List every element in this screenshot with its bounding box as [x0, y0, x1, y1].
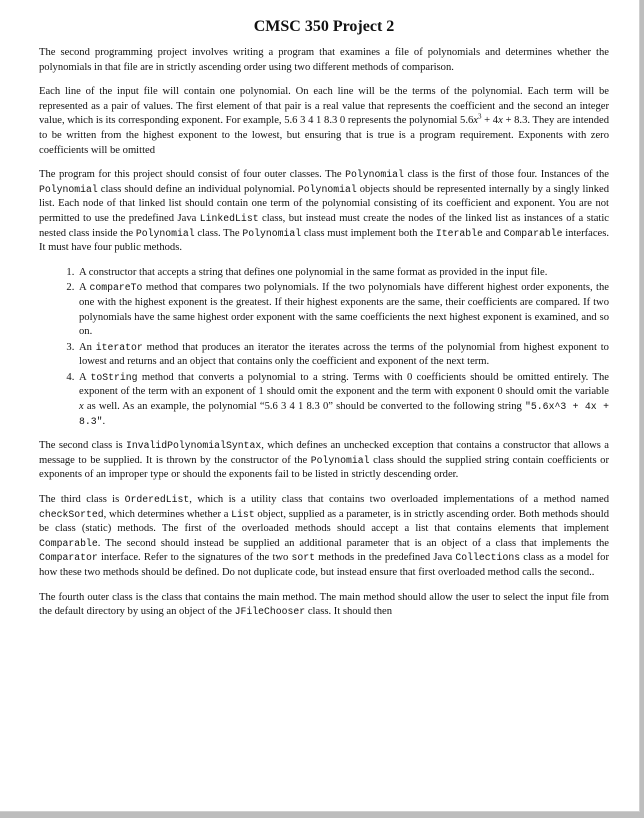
document-title: CMSC 350 Project 2 — [253, 18, 395, 35]
page-shadow-right — [640, 0, 644, 818]
paragraph-polynomial-class: The program for this project should consist of four outer classes. The Polynomial class is the first of those four. Instances of the Polynomial class should define an individual polynomial. Polynomial objects should be represented internally by a singly linked list. Each node of that linked list should contain one term of the polynomial consisting of its coefficient and exponent. You are not permitted to use the predefined Java LinkedList class, but instead must create the nodes of the linked list as instances of a static nested class inside the Polynomial class. The Polynomial class must implement both the Iterable and Comparable interfaces. It must have four public methods. — [39, 169, 610, 254]
paragraph-main-class: The fourth outer class is the class that contains the main method. The main method should allow the user to select the input file from the default directory by using an object of the JFileChooser class. It should then — [39, 591, 609, 618]
methods-list — [39, 266, 609, 430]
paragraph-exception-class: The second class is InvalidPolynomialSyntax, which defines an unchecked exception that contains a constructor that allows a message to be supplied. It is thrown by the constructor of the Polynomial class should the supplied string contain coefficients or exponents of an improper type or should the exponents fail to be listed in strictly descending order. — [39, 440, 609, 481]
paragraph-input-format: Each line of the input file will contain one polynomial. On each line will be the terms of the polynomial. Each term will be represented as a pair of values. The first element of that pair is a real value that represents the coefficient and the second an integer value, which is its corresponding exponent. For example, 5.6 3 4 1 8.3 0 represents the polynomial $5.6x^3 + 4x + 8.3$. They are intended to be written from the highest exponent to the lowest, but ensuring that is true is a program requirement. Exponents with zero coefficients will be omitted — [39, 86, 609, 156]
list-item: 3. An iterator method that produces an iterator the iterates across the terms of the polynomial from highest exponent to lowest and returns and an object that contains only the coefficient and exponent of the next term. — [77, 341, 609, 370]
list-item: 4. A toString method that converts a polynomial to a string. Terms with 0 coefficients should be omitted entirely. The exponent of the term with an exponent of 1 should omit the exponent and the term with exponent 0 should omit the variable x as well. As an example, the polynomial “5.6 3 4 1 8.3 0” should be converted to the following string "5.6x^3 + 4x + 8.3". — [77, 371, 609, 429]
list-item: 2. A compareTo method that compares two polynomials. If the two polynomials have different highest order exponents, the one with the highest exponent is the greatest. If their highest exponents are the same, their coefficients are compared. If two polynomials have the same highest order exponent with the same coefficients the next highest exponent is examined, and so on. — [77, 281, 609, 339]
page-shadow-bottom — [0, 812, 644, 818]
document-body — [39, 17, 609, 630]
list-item: 1. A constructor that accepts a string that defines one polynomial in the same format as provided in the input file. — [77, 266, 609, 281]
paragraph-intro: The second programming project involves writing a program that examines a file of polynomials and determines whether the polynomials in that file are in strictly ascending order using two different methods of comparison. — [39, 47, 609, 73]
paragraph-orderedlist-class: The third class is OrderedList, which is a utility class that contains two overloaded implementations of a method named checkSorted, which determines whether a List object, supplied as a parameter, is in strictly ascending order. Both methods should be class (static) methods. The first of the overloaded methods should accept a list that contains elements that implement Comparable. The second should instead be supplied an additional parameter that is an object of a class that implements the Comparator interface. Refer to the signatures of the two sort methods in the predefined Java Collections class as a model for how these two methods should be defined. Do not duplicate code, but instead ensure that first overloaded method calls the second.. — [39, 494, 609, 578]
